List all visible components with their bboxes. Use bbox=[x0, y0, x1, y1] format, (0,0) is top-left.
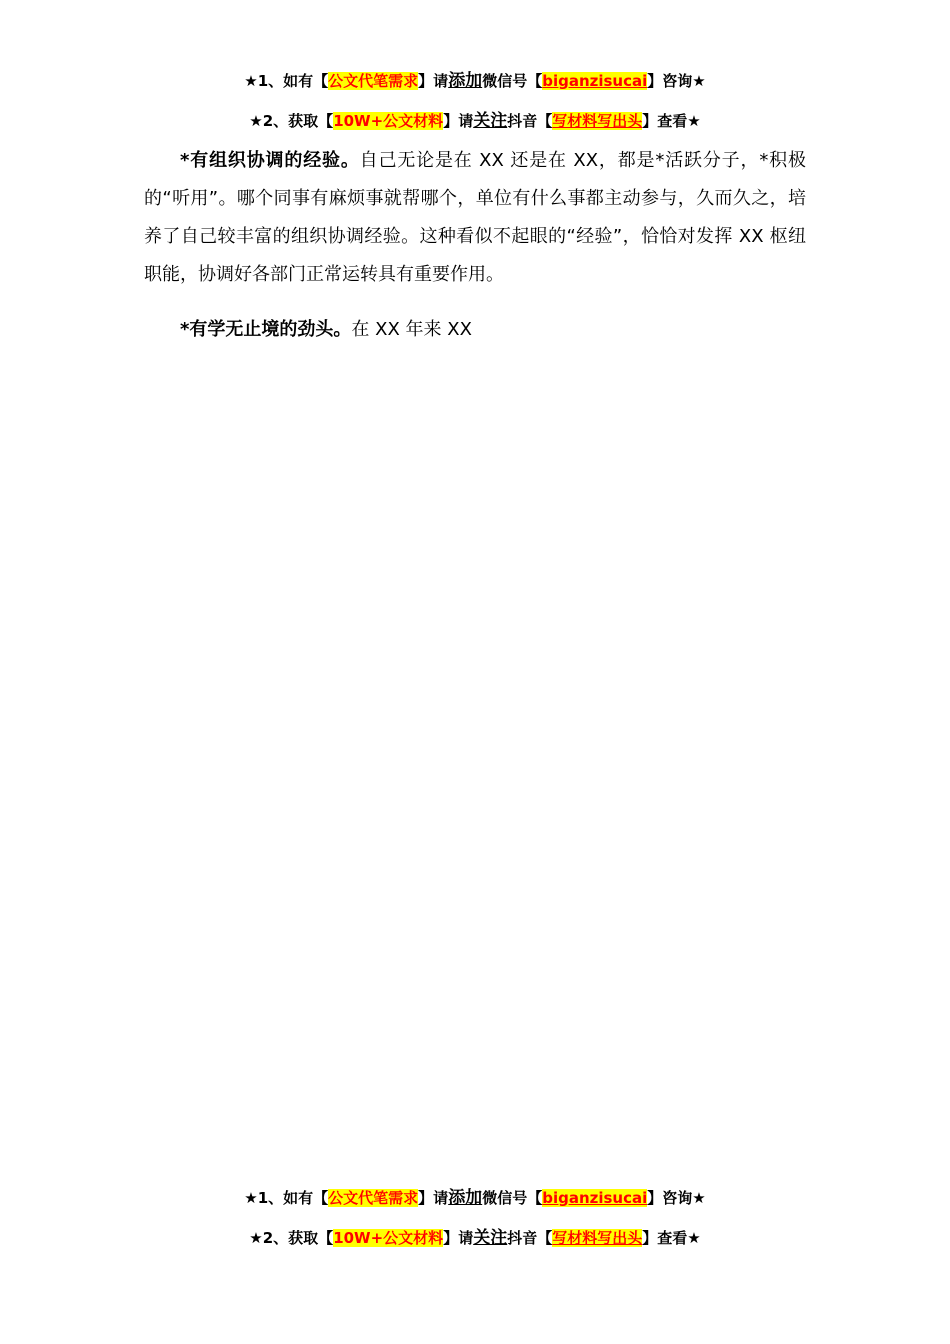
emphasis-word: 添加 bbox=[448, 1188, 483, 1208]
paragraph-heading: *有学无止境的劲头。 bbox=[180, 319, 352, 340]
star-icon: ★ bbox=[244, 72, 258, 90]
banner-text: 1、如有【 bbox=[257, 1189, 329, 1207]
highlight-materials: 10W+公文材料 bbox=[333, 112, 444, 130]
highlight-wechat-id: biganzisucai bbox=[542, 1189, 648, 1207]
banner-text: 2、获取【 bbox=[262, 1229, 334, 1247]
banner-text: 】查看 bbox=[642, 1229, 688, 1247]
highlight-wechat-id: biganzisucai bbox=[542, 72, 648, 90]
star-icon: ★ bbox=[244, 1189, 258, 1207]
banner-text: 微信号【 bbox=[482, 72, 543, 90]
highlight-materials: 10W+公文材料 bbox=[333, 1229, 444, 1247]
banner-text: 】请 bbox=[443, 1229, 474, 1247]
banner-text: 】咨询 bbox=[647, 72, 693, 90]
paragraph-heading: *有组织协调的经验。 bbox=[180, 150, 360, 171]
banner-text: 】请 bbox=[418, 72, 449, 90]
footer-banner-line-2 bbox=[0, 1227, 950, 1249]
paragraph-learning bbox=[144, 311, 806, 349]
banner-text: 】咨询 bbox=[647, 1189, 693, 1207]
banner-text: 】请 bbox=[443, 112, 474, 130]
banner-text: 微信号【 bbox=[482, 1189, 543, 1207]
header-banner-line-1 bbox=[0, 70, 950, 92]
banner-text: 2、获取【 bbox=[262, 112, 334, 130]
paragraph-text: 自己无论是在 XX 还是在 XX，都是*活跃分子，*积极的“听用”。哪个同事有麻烦事就帮哪个，单位有什么事都主动参与，久而久之，培养了自己较丰富的组织协调经验。这种看似不起眼的“经验”，恰恰对发挥 XX 枢纽职能，协调好各部门正常运转具有重要作用。 bbox=[144, 150, 806, 285]
star-icon: ★ bbox=[249, 1229, 263, 1247]
highlight-service: 公文代笔需求 bbox=[328, 1189, 419, 1207]
banner-text: 】请 bbox=[418, 1189, 449, 1207]
document-body-2 bbox=[144, 311, 806, 349]
star-icon: ★ bbox=[687, 1229, 701, 1247]
paragraph-organizing bbox=[144, 142, 806, 294]
emphasis-word: 关注 bbox=[473, 1228, 508, 1248]
emphasis-word: 关注 bbox=[473, 111, 508, 131]
star-icon: ★ bbox=[687, 112, 701, 130]
banner-text: 抖音【 bbox=[507, 1229, 553, 1247]
star-icon: ★ bbox=[249, 112, 263, 130]
star-icon: ★ bbox=[692, 72, 706, 90]
document-body bbox=[144, 142, 806, 294]
highlight-douyin-account: 写材料写出头 bbox=[552, 1229, 643, 1247]
highlight-douyin-account: 写材料写出头 bbox=[552, 112, 643, 130]
emphasis-word: 添加 bbox=[448, 71, 483, 91]
banner-text: 抖音【 bbox=[507, 112, 553, 130]
star-icon: ★ bbox=[692, 1189, 706, 1207]
banner-text: 】查看 bbox=[642, 112, 688, 130]
header-banner-line-2 bbox=[0, 110, 950, 132]
footer-banner-line-1 bbox=[0, 1187, 950, 1209]
banner-text: 1、如有【 bbox=[257, 72, 329, 90]
highlight-service: 公文代笔需求 bbox=[328, 72, 419, 90]
paragraph-text: 在 XX 年来 XX bbox=[351, 319, 472, 340]
